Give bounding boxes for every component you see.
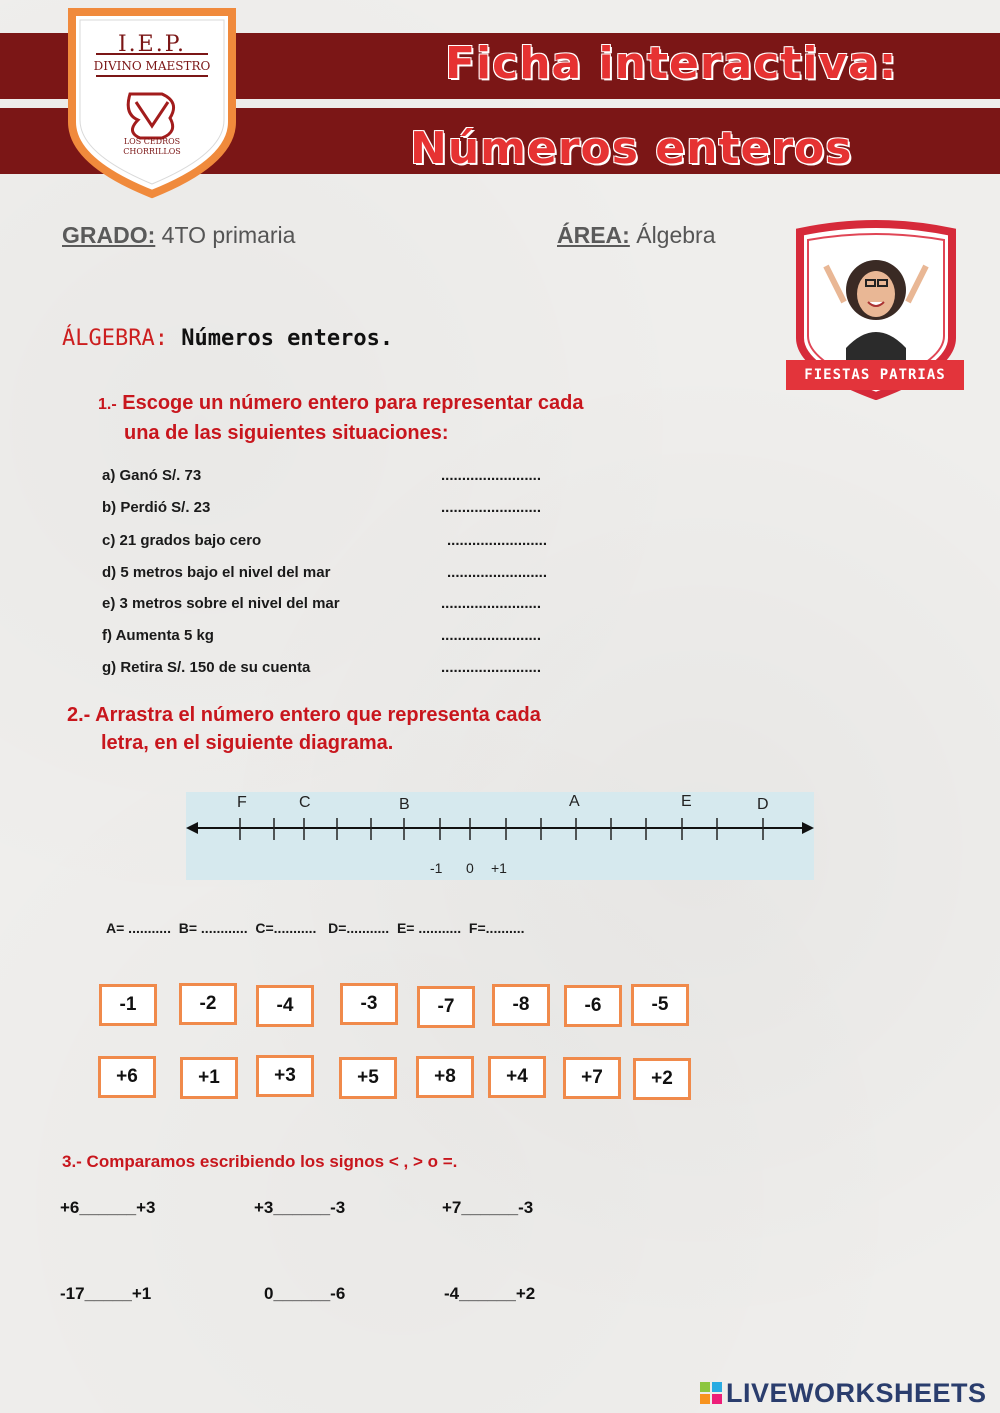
drag-tile[interactable]: +8: [416, 1056, 474, 1098]
point-label-d: D: [757, 796, 769, 813]
question-2-line2: letra, en el siguiente diagrama.: [101, 732, 394, 754]
point-label-b: B: [399, 796, 410, 813]
q1-item-d: d) 5 metros bajo el nivel del mar: [102, 564, 331, 581]
q1-answer-g[interactable]: ........................: [441, 659, 542, 676]
header-title: Ficha interactiva:: [445, 38, 898, 89]
drag-tile[interactable]: -5: [631, 984, 689, 1026]
drag-tile[interactable]: +4: [488, 1056, 546, 1098]
drag-tile[interactable]: -1: [99, 984, 157, 1026]
liveworksheets-watermark: LIVEWORKSHEETS: [726, 1378, 987, 1408]
question-2-line1: 2.- Arrastra el número entero que representa cada: [67, 704, 541, 726]
logo-school-name: DIVINO MAESTRO: [93, 59, 211, 73]
q1-answer-a[interactable]: ........................: [441, 467, 542, 484]
section-subject: Números enteros.: [181, 326, 394, 351]
q1-answer-f[interactable]: ........................: [441, 627, 542, 644]
q1-answer-e[interactable]: ........................: [441, 595, 542, 612]
teacher-avatar-badge: [786, 218, 966, 400]
point-label-e: E: [681, 793, 692, 810]
compare-item-5[interactable]: 0______-6: [264, 1284, 346, 1303]
compare-item-2[interactable]: +3______-3: [254, 1198, 346, 1217]
compare-item-1[interactable]: +6______+3: [60, 1198, 156, 1217]
point-label-a: A: [569, 793, 580, 810]
logo-location-line1: LOS CEDROS: [123, 137, 181, 146]
question-1-line2: una de las siguientes situaciones:: [124, 422, 449, 444]
q1-answer-d[interactable]: ........................: [447, 564, 548, 581]
drag-tile[interactable]: -6: [564, 985, 622, 1027]
drag-tile[interactable]: -3: [340, 983, 398, 1025]
drag-tile[interactable]: -4: [256, 985, 314, 1027]
q1-item-a: a) Ganó S/. 73: [102, 467, 202, 484]
section-topic: ÁLGEBRA:: [62, 326, 168, 351]
drag-tile[interactable]: +3: [256, 1055, 314, 1097]
badge-label: FIESTAS PATRIAS: [804, 367, 946, 383]
logo-school-initials: I.E.P.: [117, 32, 187, 57]
drag-tile[interactable]: +7: [563, 1057, 621, 1099]
q1-item-b: b) Perdió S/. 23: [102, 499, 211, 516]
point-label-c: C: [299, 794, 311, 811]
drag-tile[interactable]: -2: [179, 983, 237, 1025]
tick-label-minus-1: -1: [430, 860, 443, 876]
section-title: [62, 326, 393, 351]
header-subtitle: Números enteros: [410, 123, 853, 174]
q1-item-c: c) 21 grados bajo cero: [102, 532, 262, 549]
tick-label-0: 0: [466, 860, 474, 876]
area-field: [557, 222, 716, 249]
badge-ribbon: [786, 360, 964, 390]
compare-item-6[interactable]: -4______+2: [444, 1284, 536, 1303]
drag-tile[interactable]: -7: [417, 986, 475, 1028]
school-logo: [66, 2, 238, 200]
question-2-title: [67, 701, 541, 757]
grade-field: [62, 222, 295, 249]
tick-label-plus-1: +1: [491, 860, 507, 876]
q1-answer-c[interactable]: ........................: [447, 532, 548, 549]
q1-item-g: g) Retira S/. 150 de su cuenta: [102, 659, 311, 676]
compare-item-3[interactable]: +7______-3: [442, 1198, 534, 1217]
question-1-number: 1.-: [98, 396, 117, 413]
q1-item-e: e) 3 metros sobre el nivel del mar: [102, 595, 340, 612]
drag-tile[interactable]: +2: [633, 1058, 691, 1100]
area-label: ÁREA:: [557, 222, 630, 248]
number-line-diagram: [186, 792, 814, 880]
q1-answer-b[interactable]: ........................: [441, 499, 542, 516]
logo-location-line2: CHORRILLOS: [123, 147, 181, 156]
question-1-title: [98, 389, 584, 447]
question-1-line1: Escoge un número entero para representar cada: [122, 392, 584, 414]
q1-item-f: f) Aumenta 5 kg: [102, 627, 214, 644]
question-3-title: 3.- Comparamos escribiendo los signos < , > o =.: [62, 1152, 458, 1171]
point-label-f: F: [237, 794, 247, 811]
liveworksheets-logo-icon: [700, 1382, 722, 1404]
grade-value: 4TO primaria: [161, 222, 296, 248]
drag-tile[interactable]: -8: [492, 984, 550, 1026]
grade-label: GRADO:: [62, 222, 156, 248]
drag-tile[interactable]: +6: [98, 1056, 156, 1098]
drag-tile[interactable]: +5: [339, 1057, 397, 1099]
drag-tile[interactable]: +1: [180, 1057, 238, 1099]
compare-item-4[interactable]: -17_____+1: [60, 1284, 152, 1303]
area-value: Álgebra: [636, 222, 716, 248]
q2-answer-blanks[interactable]: A= ........... B= ............ C=........... D=........... E= ........... F=..........: [106, 920, 525, 936]
